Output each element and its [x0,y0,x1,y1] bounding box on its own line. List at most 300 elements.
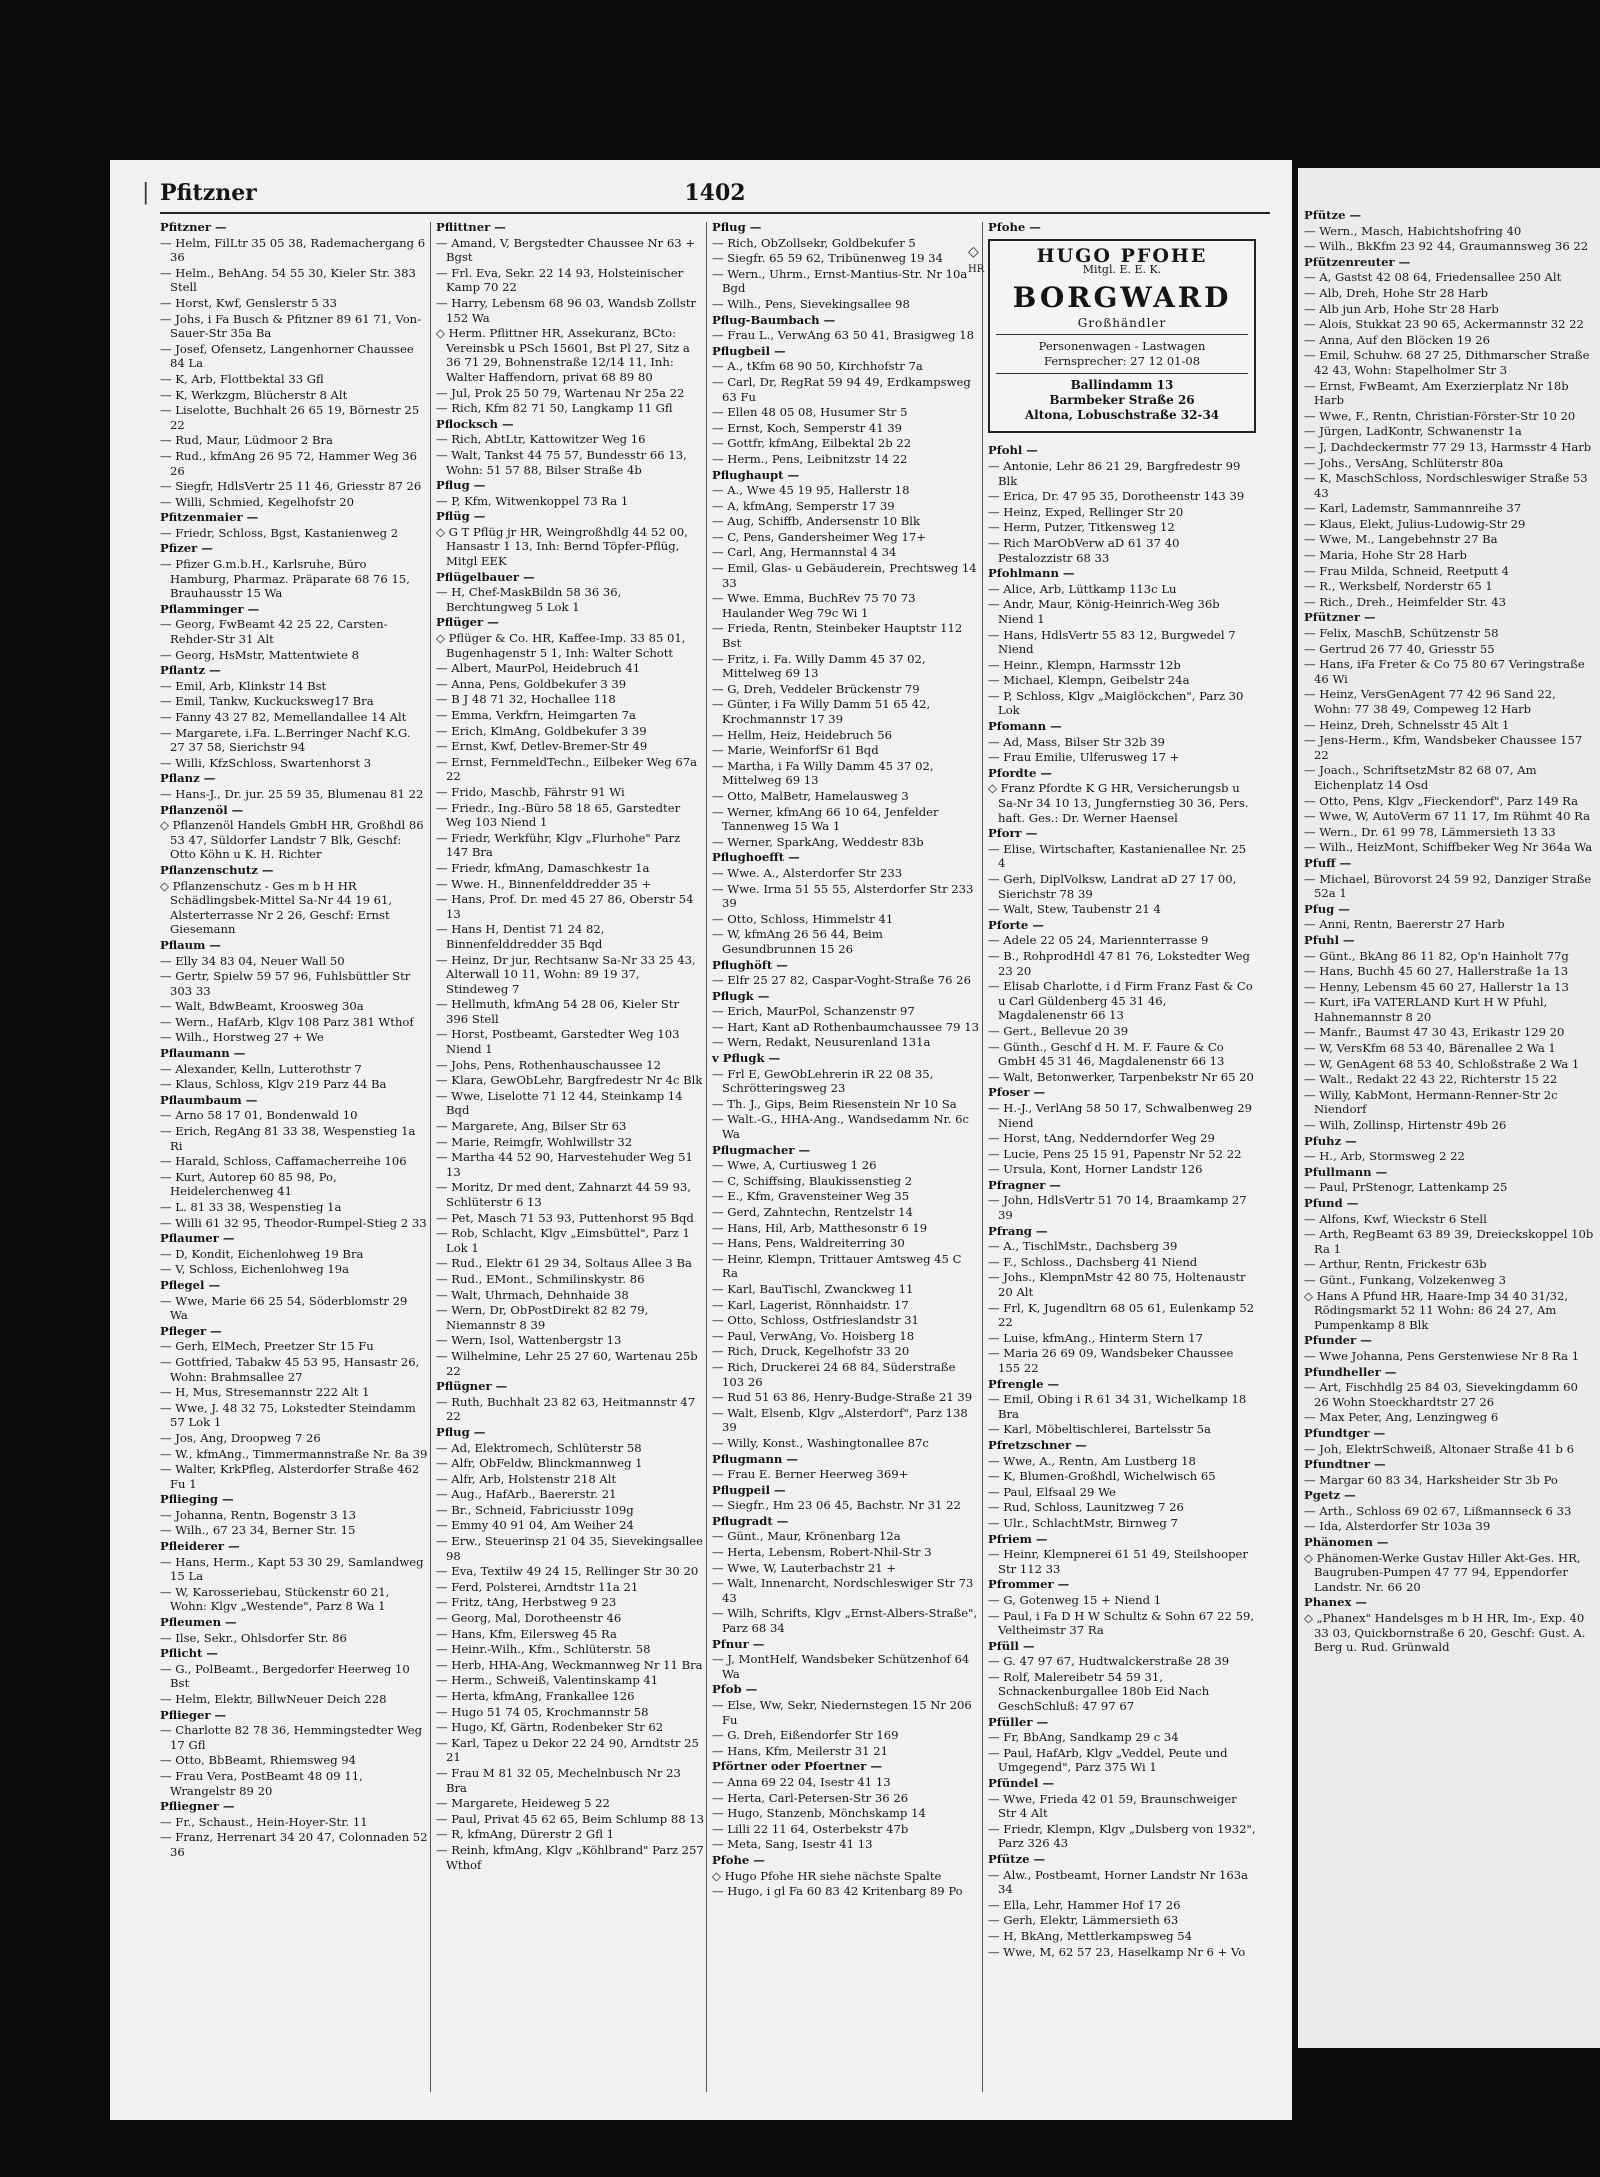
directory-entry: — Emil, Tankw, Kuckucksweg17 Bra [160,694,374,709]
directory-entry: — Alw., Postbeamt, Horner Landstr Nr 163a 34 [988,1867,1249,1897]
directory-heading: Pfullmann — [1304,1164,1388,1179]
directory-entry: — Gert., Bellevue 20 39 [988,1023,1129,1038]
directory-entry: ◇ Pflanzenöl Handels GmbH HR, Großhdl 86 53 47, Süldorfer Landstr 7 Blk, Geschf: Otto Köhn u K. H. Richter [160,818,424,862]
directory-entry: — J, MontHelf, Wandsbeker Schützenhof 64 Wa [712,1652,970,1681]
directory-entry: — Karl, Lagerist, Rönnhaidstr. 17 [712,1297,909,1312]
directory-heading: Phänomen — [1304,1535,1389,1550]
diamond-icon: ◇ [968,243,979,260]
directory-entry: — Joach., SchriftsetzMstr 82 68 07, Am Eichenplatz 14 Osd [1304,763,1537,792]
page-margin-mark: | [142,180,150,205]
directory-heading: Pflanzenschutz — [160,862,274,877]
ad-divider [996,373,1248,374]
directory-entry: — Margarete, Heideweg 5 22 [436,1796,610,1811]
directory-entry: — Alb jun Arb, Hohe Str 28 Harb [1304,301,1499,316]
directory-entry: — Fr., Schaust., Hein-Hoyer-Str. 11 [160,1814,368,1829]
directory-heading: Pflügelbauer — [436,569,535,584]
directory-entry: — John, HdlsVertr 51 70 14, Braamkamp 27 39 [988,1193,1247,1223]
directory-entry: — Wilh., HeizMont, Schiffbeker Weg Nr 364a Wa [1304,840,1593,855]
directory-entry: — Werner, kfmAng 66 10 64, Jenfelder Tannenweg 15 Wa 1 [712,804,939,834]
directory-entry: — Wern., Uhrm., Ernst-Mantius-Str. Nr 10a Bgd [712,266,968,296]
directory-entry: — Gerd, Zahntechn, Rentzelstr 14 [712,1205,913,1219]
directory-entry: — Michael, Klempn, Geibelstr 24a [988,673,1190,688]
directory-entry: — Alice, Arb, Lüttkamp 113c Lu [988,581,1177,596]
directory-entry: — Paul, i Fa D H W Schultz & Sohn 67 22 59, Veltheimstr 37 Ra [988,1608,1255,1638]
directory-heading: Phanex — [1304,1595,1368,1610]
directory-entry: — Paul, HafArb, Klgv „Veddel, Peute und Umgegend", Parz 375 Wi 1 [988,1745,1228,1775]
directory-heading: Pfleiderer — [160,1539,240,1554]
directory-heading: Pfizer — [160,541,213,556]
directory-entry: — Wwe. A., Alsterdorfer Str 233 [712,865,903,880]
directory-heading: Pflamminger — [160,601,260,616]
directory-entry: — Kurt, Autorep 60 85 98, Po, Heidelerchenweg 41 [160,1169,337,1199]
directory-entry: — Wern, Redakt, Neusurenland 131a [712,1035,931,1050]
directory-entry: — Otto, Schloss, Himmelstr 41 [712,911,894,926]
directory-entry: ◇ Hans A Pfund HR, Haare-Imp 34 40 31/32, Rödingsmarkt 52 11 Wohn: 86 24 27, Am Pumpenkamp 8 Blk [1304,1288,1569,1332]
directory-entry: — Wwe. Emma, BuchRev 75 70 73 Haulander Weg 79c Wi 1 [712,591,916,620]
directory-entry: — Rud 51 63 86, Henry-Budge-Straße 21 39 [712,1390,973,1405]
directory-entry: — B J 48 71 32, Hochallee 118 [436,692,616,707]
directory-entry: — A., Wwe 45 19 95, Hallerstr 18 [712,483,910,498]
directory-entry: — Alois, Stukkat 23 90 65, Ackermannstr 32 22 [1304,317,1584,332]
column-divider [706,222,707,2092]
directory-entry: — Erich, MaurPol, Schanzenstr 97 [712,1004,915,1019]
directory-entry: — Wern., Dr. 61 99 78, Lämmersieth 13 33 [1304,824,1556,839]
directory-entry: — G., PolBeamt., Bergedorfer Heerweg 10 Bst [160,1661,410,1691]
directory-entry: — Th. J., Gips, Beim Riesenstein Nr 10 Sa [712,1096,957,1111]
column-divider [430,222,431,2092]
directory-heading: Pfnur — [712,1636,765,1651]
directory-entry: — Gertr, Spielw 59 57 96, Fuhlsbüttler Str 303 33 [160,969,411,998]
directory-heading: Pflug — [436,478,486,493]
directory-entry: — Arth., Schloss 69 02 67, Lißmannseck 6 33 [1304,1503,1572,1518]
directory-heading: Pfündel — [988,1776,1055,1791]
directory-entry: — Rich, Druckerei 24 68 84, Süderstraße 103 26 [712,1359,956,1389]
directory-entry: — G, Gotenweg 15 + Niend 1 [988,1592,1162,1607]
directory-entry: — Gertrud 26 77 40, Griesstr 55 [1304,641,1495,656]
column-4-heading [988,220,1256,235]
directory-entry: — G, Dreh, Veddeler Brückenstr 79 [712,681,920,696]
directory-heading: Pfüller — [988,1714,1049,1729]
ad-company-name: HUGO PFOHE [1036,244,1208,267]
directory-entry: — Günt., BkAng 86 11 82, Op'n Hainholt 77g [1304,948,1569,963]
directory-entry: — Hugo, i gl Fa 60 83 42 Kritenbarg 89 Po [712,1884,963,1899]
directory-heading: Pfob — [712,1682,758,1697]
directory-entry: — Margar 60 83 34, Harksheider Str 3b Po [1304,1472,1558,1487]
directory-heading: Pgetz — [1304,1488,1356,1503]
directory-entry: — K, Blumen-Großhdl, Wichelwisch 65 [988,1469,1216,1484]
directory-entry: — H, Chef-MaskBildn 58 36 36, Berchtungweg 5 Lok 1 [436,585,622,614]
directory-entry: — Wern, Isol, Wattenbergstr 13 [436,1333,622,1348]
directory-entry: — Heinz, Dr jur, Rechtsanw Sa-Nr 33 25 43, Alterwall 10 11, Wohn: 89 19 37, Stindeweg 7 [436,952,696,996]
directory-entry: — Hellmuth, kfmAng 54 28 06, Kieler Str 396 Stell [436,997,680,1026]
directory-entry: — E., Kfm, Gravensteiner Weg 35 [712,1189,910,1204]
directory-heading: Pfitzenmaier — [160,510,259,525]
directory-entry: — H, BkAng, Mettlerkampsweg 54 [988,1928,1193,1943]
running-head: Pfitzner [160,180,257,206]
directory-entry: — Johs, i Fa Busch & Pfitzner 89 61 71, Von-Sauer-Str 35a Ba [160,311,422,341]
directory-entry: — Paul, Elfsaal 29 We [988,1484,1116,1499]
directory-entry: — J, Dachdeckermstr 77 29 13, Harmsstr 4 Harb [1304,439,1592,454]
directory-entry: — Klara, GewObLehr, Bargfredestr Nr 4c Blk [436,1073,703,1088]
hr-marker: HR [968,263,985,275]
directory-heading: Pflüg — [436,509,486,524]
directory-entry: — Carl, Ang, Hermannstal 4 34 [712,545,897,560]
ad-brand: BORGWARD [1012,280,1232,314]
directory-entry: — H, Mus, Stresemannstr 222 Alt 1 [160,1385,370,1400]
column-divider [982,222,983,2092]
directory-heading: v Pflugk — [712,1051,781,1066]
directory-entry: — Jul, Prok 25 50 79, Wartenau Nr 25a 22 [436,385,685,400]
directory-entry: — Otto, BbBeamt, Rhiemsweg 94 [160,1753,357,1768]
directory-entry: — L. 81 33 38, Wespenstieg 1a [160,1200,342,1214]
directory-entry: — Hans H, Dentist 71 24 82, Binnenfelddredder 35 Bqd [436,922,605,951]
directory-entry: — Helm, FilLtr 35 05 38, Rademachergang 6 36 [160,235,426,265]
directory-heading: Pflugbeil — [712,343,786,358]
directory-entry: — A, Gastst 42 08 64, Friedensallee 250 Alt [1304,270,1562,285]
directory-entry: — Michael, Bürovorst 24 59 92, Danziger Straße 52a 1 [1304,871,1592,901]
directory-entry: — Felix, MaschB, Schützenstr 58 [1304,626,1499,641]
directory-heading: Pforr — [988,826,1038,841]
directory-entry: ◇ Phänomen-Werke Gustav Hiller Akt-Ges. HR, Baugruben-Pumpen 47 77 94, Eppendorfer Landstr. Nr. 66 20 [1304,1550,1581,1594]
ad-address-1: Ballindamm 13 [1070,378,1174,393]
directory-entry: — Elly 34 83 04, Neuer Wall 50 [160,953,345,968]
directory-entry: ◇ Franz Pfordte K G HR, Versicherungsb u Sa-Nr 34 10 13, Jungfernstieg 30 36, Pers. haft. Ges.: Dr. Werner Haensel [988,781,1249,825]
directory-entry: — Hans, Hil, Arb, Matthesonstr 6 19 [712,1220,928,1235]
directory-heading: Pforte — [988,917,1044,932]
directory-entry: ◇ Pflanzenschutz - Ges m b H HR Schädlingsbek-Mittel Sa-Nr 44 19 61, Alsterterrasse Nr 2 26, Geschf: Ernst Giesemann [160,878,393,937]
directory-heading: Pfrommer — [988,1577,1070,1592]
directory-heading: Pfliegner — [160,1799,235,1814]
directory-entry: — Anni, Rentn, Baererstr 27 Harb [1304,917,1505,932]
directory-heading: Pflugk — [712,988,770,1003]
directory-entry: — Frau L., VerwAng 63 50 41, Brasigweg 18 [712,328,974,343]
directory-entry: — Rich MarObVerw aD 61 37 40 Pestalozzistr 68 33 [988,535,1180,565]
directory-entry: — Willy, KabMont, Hermann-Renner-Str 2c Niendorf [1304,1087,1558,1117]
directory-heading: Pflanzenöl — [160,802,244,817]
directory-entry: — Margarete, i.Fa. L.Berringer Nachf K.G. 27 37 58, Sierichstr 94 [160,725,411,755]
directory-entry: — Heinz, Exped, Rellinger Str 20 [988,504,1184,519]
directory-heading: Pfohlmann — [988,566,1075,581]
directory-entry: — Siegfr., Hm 23 06 45, Bachstr. Nr 31 22 [712,1498,961,1513]
directory-entry: — Andr, Maur, König-Heinrich-Weg 36b Niend 1 [988,597,1220,626]
directory-heading: Pfohe — [712,1852,765,1867]
directory-entry: — Wilh., BkKfm 23 92 44, Graumannsweg 36 22 [1304,239,1589,254]
directory-entry: — G. 47 97 67, Hudtwalckerstraße 28 39 [988,1654,1230,1669]
directory-entry: — Günth., Geschf d H. M. F. Faure & Co GmbH 45 31 46, Magdalenenstr 66 13 [988,1039,1225,1069]
directory-entry: — Harry, Lebensm 68 96 03, Wandsb Zollstr 152 Wa [436,295,697,325]
directory-entry: — Frau Emilie, Ulferusweg 17 + [988,750,1180,765]
directory-entry: — Fritz, tAng, Herbstweg 9 23 [436,1595,617,1610]
directory-heading: Pflughoefft — [712,850,800,865]
directory-entry: — Horst, Postbeamt, Garstedter Weg 103 Niend 1 [436,1027,680,1057]
directory-heading: Pfordte — [988,765,1053,780]
directory-entry: — Erich, KlmAng, Goldbekufer 3 39 [436,723,647,738]
directory-heading: Pflugmann — [712,1451,798,1466]
directory-entry: — C, Schiffsing, Blaukissenstieg 2 [712,1173,913,1188]
directory-entry: — Arno 58 17 01, Bondenwald 10 [160,1108,358,1123]
directory-entry: — G. Dreh, Eißendorfer Str 169 [712,1728,899,1743]
directory-entry: — Josef, Ofensetz, Langenhorner Chaussee 84 La [160,341,414,371]
directory-heading: Pfützenreuter — [1304,254,1411,269]
directory-entry: — Walter, KrkPfleg, Alsterdorfer Straße 462 Fu 1 [160,1462,420,1491]
directory-entry: — Hart, Kant aD Rothenbaumchaussee 79 13 [712,1019,979,1034]
directory-entry: — Herta, Lebensm, Robert-Nhil-Str 3 [712,1545,932,1560]
directory-entry: — Willy, Konst., Washingtonallee 87c [712,1435,929,1450]
directory-entry: — Max Peter, Ang, Lenzingweg 6 [1304,1410,1499,1425]
directory-entry: — Paul, PrStenogr, Lattenkamp 25 [1304,1180,1508,1195]
directory-entry: ◇ „Phanex" Handelsges m b H HR, Im-, Exp. 40 33 03, Quickbornstraße 6 20, Geschf: Gust. A. Berg u. Rud. Grünwald [1304,1611,1586,1655]
directory-entry: — Aug., HafArb., Baererstr. 21 [436,1487,617,1502]
directory-entry: — P, Schloss, Klgv „Maiglöckchen", Parz 30 Lok [988,688,1244,718]
directory-entry: — Wwe, Liselotte 71 12 44, Steinkamp 14 Bqd [436,1088,683,1118]
directory-column-1 [160,220,428,2100]
directory-heading: Pfoser — [988,1085,1046,1100]
directory-entry: — Pet, Masch 71 53 93, Puttenhorst 95 Bqd [436,1210,694,1225]
directory-column-3 [712,220,980,2100]
directory-entry: — Emil, Obing i R 61 34 31, Wichelkamp 18 Bra [988,1392,1247,1421]
directory-heading: Pflugmacher — [712,1142,811,1157]
directory-entry: — R, kfmAng, Dürerstr 2 Gfl 1 [436,1827,614,1842]
directory-entry: — Ernst, FernmeldTechn., Eilbeker Weg 67a 22 [436,754,698,784]
directory-entry: — Adele 22 05 24, Mariennterrasse 9 [988,933,1209,948]
directory-entry: — C, Pens, Gandersheimer Weg 17+ [712,529,926,544]
directory-heading: Pflaumbaum — [160,1092,258,1107]
directory-entry: — Walt, BdwBeamt, Kroosweg 30a [160,999,364,1014]
directory-entry: — K, Werkzgm, Blücherstr 8 Alt [160,387,348,402]
directory-entry: — Günt., Maur, Krönenbarg 12a [712,1529,901,1544]
directory-entry: — Herta, Carl-Petersen-Str 36 26 [712,1790,909,1805]
ad-vehicles: Personenwagen - Lastwagen [1038,339,1206,354]
directory-entry: — Werner, SparkAng, Weddestr 83b [712,834,924,849]
directory-entry: — W, kfmAng 26 56 44, Beim Gesundbrunnen 15 26 [712,927,883,956]
directory-entry: — W., kfmAng., Timmermannstraße Nr. 8a 39 [160,1446,428,1461]
directory-entry: — Wern., Masch, Habichtshofring 40 [1304,223,1522,238]
directory-entry: — Rich, Kfm 82 71 50, Langkamp 11 Gfl [436,401,673,416]
directory-heading: Pfuhl — [1304,932,1355,947]
directory-entry: — Rich, AbtLtr, Kattowitzer Weg 16 [436,432,646,447]
directory-entry: — Wwe, Frieda 42 01 59, Braunschweiger Str 4 Alt [988,1791,1237,1821]
directory-entry: — Rich., Dreh., Heimfelder Str. 43 [1304,594,1506,609]
directory-entry: ◇ G T Pflüg jr HR, Weingroßhdlg 44 52 00, Hansastr 1 13, Inh: Bernd Töpfer-Pflüg, Mitgl EEK [436,524,688,569]
directory-entry: — Wilh., Horstweg 27 + We [160,1030,324,1045]
directory-entry: — H., Arb, Stormsweg 2 22 [1304,1149,1465,1164]
directory-entry: — Fr, BbAng, Sandkamp 29 c 34 [988,1730,1179,1745]
directory-entry: — Elfr 25 27 82, Caspar-Voght-Straße 76 26 [712,973,971,988]
directory-entry: — Erw., Steuerinsp 21 04 35, Sievekingsallee 98 [436,1534,703,1563]
directory-column-2 [436,220,704,2100]
directory-entry: — Frau M 81 32 05, Mechelnbusch Nr 23 Bra [436,1765,681,1795]
directory-entry: — Ida, Alsterdorfer Str 103a 39 [1304,1519,1491,1534]
directory-entry: — Otto, MalBetr, Hamelausweg 3 [712,788,909,803]
directory-entry: — Rich, Druck, Kegelhofstr 33 20 [712,1344,910,1359]
ad-phone: Fernsprecher: 27 12 01-08 [1043,354,1201,369]
directory-heading: Pflugradt — [712,1513,789,1528]
directory-entry: — Ursula, Kont, Horner Landstr 126 [988,1162,1203,1177]
directory-heading: Pflegel — [160,1277,221,1292]
directory-entry: — H.-J., VerlAng 58 50 17, Schwalbenweg 29 Niend [988,1100,1253,1130]
directory-entry: — Friedr., Ing.-Büro 58 18 65, Garstedter Weg 103 Niend 1 [436,800,681,830]
directory-entry: — Franz, Herrenart 34 20 47, Colonnaden 52 36 [160,1830,428,1859]
directory-entry: — Hugo, Stanzenb, Mönchskamp 14 [712,1806,926,1821]
directory-entry: — Emil, Arb, Klinkstr 14 Bst [160,678,327,693]
directory-entry: — Herm., Pens, Leibnitzstr 14 22 [712,451,908,466]
directory-entry: — Anna, Auf den Blöcken 19 26 [1304,332,1491,347]
directory-entry: — Horst, tAng, Nedderndorfer Weg 29 [988,1131,1215,1146]
directory-entry: — Frido, Maschb, Fährstr 91 Wi [436,784,625,799]
directory-entry: — Charlotte 82 78 36, Hemmingstedter Weg 17 Gfl [160,1723,423,1752]
directory-heading: Pflug — [436,1424,486,1439]
directory-entry: — Friedr, kfmAng, Damaschkestr 1a [436,860,650,875]
directory-entry: — Martha, i Fa Willy Damm 45 37 02, Mittelweg 69 13 [712,758,934,788]
directory-entry: — Elise, Wirtschafter, Kastanienallee Nr. 25 4 [988,841,1247,871]
directory-entry: — Karl, Tapez u Dekor 22 24 90, Arndtstr 25 21 [436,1735,699,1765]
directory-heading: Pflughaupt — [712,467,800,482]
directory-entry: — Liselotte, Buchhalt 26 65 19, Börnestr 25 22 [160,403,420,432]
directory-entry: — Johs, Pens, Rothenhauschaussee 12 [436,1057,661,1072]
directory-entry: — Arthur, Rentn, Frickestr 63b [1304,1257,1487,1272]
directory-entry: — Reinh, kfmAng, Klgv „Köhlbrand" Parz 257 Wthof [436,1842,704,1872]
directory-entry: — Heinz, Dreh, Schnelsstr 45 Alt 1 [1304,717,1510,732]
directory-heading: Pflaum — [160,937,221,952]
directory-entry: — Br., Schneid, Fabriciusstr 109g [436,1502,634,1517]
directory-entry: — Frl E, GewObLehrerin iR 22 08 35, Schrötteringsweg 23 [712,1066,934,1096]
directory-entry: — Frau Milda, Schneid, Reetputt 4 [1304,563,1510,578]
directory-entry: — Walt, Innenarcht, Nordschleswiger Str 73 43 [712,1576,974,1605]
directory-heading: Pfütze — [1304,208,1362,222]
ad-trade: Großhändler [1077,315,1167,330]
directory-entry: — K, Arb, Flottbektal 33 Gfl [160,371,324,386]
directory-entry: — Walt., Redakt 22 43 22, Richterstr 15 22 [1304,1072,1558,1087]
directory-heading: Pfomann — [988,719,1062,734]
directory-entry: — Heinr, Klempn, Trittauer Amtsweg 45 C Ra [712,1251,962,1281]
directory-entry: — Anna, Pens, Goldbekufer 3 39 [436,676,627,691]
directory-entry: — Jos, Ang, Droopweg 7 26 [160,1430,321,1445]
directory-entry: — Ilse, Sekr., Ohlsdorfer Str. 86 [160,1630,347,1645]
ad-membership: Mitgl. E. E. K. [1082,263,1162,277]
directory-entry: — Ernst, FwBeamt, Am Exerzierplatz Nr 18b Harb [1304,378,1569,408]
directory-page [110,160,1292,2120]
directory-entry: — Wwe, W, Lauterbachstr 21 + [712,1560,897,1575]
directory-entry: — Karl, Möbeltischlerei, Bartelsstr 5a [988,1422,1211,1437]
directory-heading: Pfleumen — [160,1615,237,1630]
directory-entry: — Friedr, Werkführ, Klgv „Flurhohe" Parz 147 Bra [436,830,681,860]
directory-entry: — A, kfmAng, Semperstr 17 39 [712,498,895,513]
directory-entry: — Wwe, Marie 66 25 54, Söderblomstr 29 Wa [160,1293,408,1323]
directory-entry: — Wwe, A., Rentn, Am Lustberg 18 [988,1453,1196,1468]
ad-address-2: Barmbeker Straße 26 [1049,393,1195,408]
directory-entry: — Maria, Hohe Str 28 Harb [1304,548,1467,563]
directory-entry: — Henny, Lebensm 45 60 27, Hallerstr 1a 13 [1304,979,1569,994]
facing-page-column [1304,208,1596,2088]
directory-entry: — Emma, Verkfrn, Heimgarten 7a [436,708,636,722]
directory-heading: Pflugpeil — [712,1482,786,1497]
ad-divider [996,334,1248,335]
directory-entry: — Alfr, Arb, Holstenstr 218 Alt [436,1471,617,1486]
directory-entry: — Rud., kfmAng 26 95 72, Hammer Weg 36 26 [160,448,417,478]
directory-entry: — Rud, Schloss, Launitzweg 7 26 [988,1500,1184,1515]
directory-entry: — Walt.-G., HHA-Ang., Wandsedamm Nr. 6c Wa [712,1112,969,1142]
directory-entry: — Georg, FwBeamt 42 25 22, Carsten-Rehder-Str 31 Alt [160,617,388,647]
directory-entry: — Rich, ObZollsekr, Goldbekufer 5 [712,235,916,250]
directory-heading: Pfunder — [1304,1333,1372,1348]
directory-entry: — Hugo 51 74 05, Krochmannstr 58 [436,1704,649,1719]
directory-entry: — Wwe, A, Curtiusweg 1 26 [712,1158,877,1173]
directory-entry: — Walt, Uhrmach, Dehnhaide 38 [436,1287,629,1302]
directory-entry: — Kurt, iFa VATERLAND Kurt H W Pfuhl, Hahnemannstr 8 20 [1304,995,1548,1024]
directory-entry: — Herm., Schweiß, Valentinskamp 41 [436,1673,659,1688]
directory-entry: — Alfr, ObFeldw, Blinckmannweg 1 [436,1456,643,1471]
directory-entry: — Frl, K, Jugendltrn 68 05 61, Eulenkamp 52 22 [988,1300,1255,1330]
directory-entry: — Wwe. H., Binnenfelddredder 35 + [436,876,652,891]
directory-entry: — Georg, Mal, Dorotheenstr 46 [436,1611,622,1626]
directory-entry: — Erich, RegAng 81 33 38, Wespenstieg 1a Ri [160,1124,416,1153]
directory-heading: Pflügner — [436,1379,508,1394]
directory-heading: Pfuff — [1304,855,1352,870]
directory-entry: — Wern., HafArb, Klgv 108 Parz 381 Wthof [160,1014,414,1029]
directory-entry: — Walt, Stew, Taubenstr 21 4 [988,902,1161,917]
directory-heading: Pflüger — [436,615,499,630]
directory-entry: — Johs., VersAng, Schlüterstr 80a [1304,455,1504,470]
page-header [160,178,1270,214]
directory-entry: — Georg, HsMstr, Mattentwiete 8 [160,647,360,662]
directory-heading: Pflieger — [160,1707,227,1722]
directory-entry: — Herm, Putzer, Titkensweg 12 [988,520,1175,535]
directory-heading: Pfund — [1304,1196,1359,1210]
directory-entry: — W, GenAgent 68 53 40, Schloßstraße 2 Wa 1 [1304,1056,1580,1071]
directory-heading: Pfretzschner — [988,1437,1087,1452]
directory-entry: — Ellen 48 05 08, Husumer Str 5 [712,405,908,420]
directory-entry: — Ferd, Polsterei, Arndtstr 11a 21 [436,1579,639,1594]
directory-entry: — Frau E. Berner Heerweg 369+ [712,1467,909,1482]
directory-heading: Pfundheller — [1304,1364,1397,1379]
directory-heading: Pförtner oder Pfoertner — [712,1759,883,1774]
directory-entry: — W, Karosseriebau, Stückenstr 60 21, Wohn: Klgv „Westende", Parz 8 Wa 1 [160,1584,390,1614]
directory-entry: — Willi 61 32 95, Theodor-Rumpel-Stieg 2 33 [160,1215,427,1230]
directory-heading: Pflocksch — [436,416,514,431]
directory-entry: — Wwe, M., Langebehnstr 27 Ba [1304,532,1498,547]
directory-heading: Pfuhz — [1304,1133,1357,1148]
directory-entry: — B., RohprodHdl 47 81 76, Lokstedter Weg 23 20 [988,948,1250,978]
directory-entry: — Aug, Schiffb, Andersenstr 10 Blk [712,514,921,529]
directory-entry: — Helm, Elektr, BillwNeuer Deich 228 [160,1692,387,1706]
directory-entry: — Hans, Kfm, Meilerstr 31 21 [712,1743,888,1758]
directory-entry: — Willi, KfzSchloss, Swartenhorst 3 [160,755,372,770]
directory-entry: — Siegfr. 65 59 62, Tribünenweg 19 34 [712,251,943,266]
directory-entry: — Amand, V, Bergstedter Chaussee Nr 63 + Bgst [436,235,696,265]
directory-entry: — Frl. Eva, Sekr. 22 14 93, Holsteinischer Kamp 70 22 [436,265,684,295]
directory-entry: — Fritz, i. Fa. Willy Damm 45 37 02, Mittelweg 69 13 [712,651,926,681]
directory-entry: ◇ Herm. Pflittner HR, Assekuranz, BCto: Vereinsbk u PSch 15601, Bst Pl 27, Sitz a 36 71 29, Bohnenstraße 12/14 11, Inh: Walter Haffendorn, privat 68 89 80 [436,326,690,384]
directory-entry: — Horst, Kwf, Genslerstr 5 33 [160,295,338,310]
page-number: 1402 [684,180,746,206]
directory-entry: — Meta, Sang, Isestr 41 13 [712,1837,873,1852]
directory-heading: Pfundtger — [1304,1425,1386,1440]
directory-entry: — Anna 69 22 04, Isestr 41 13 [712,1774,891,1789]
directory-entry: — Walt, Tankst 44 75 57, Bundesstr 66 13, Wohn: 51 57 88, Bilser Straße 4b [436,447,687,477]
directory-entry: — Otto, Pens, Klgv „Fieckendorf", Parz 149 Ra [1304,793,1579,808]
directory-entry: — Marie, Reimgfr, Wohlwillstr 32 [436,1134,633,1149]
directory-entry: — Wwe, M, 62 57 23, Haselkamp Nr 6 + Vo [988,1944,1246,1959]
directory-entry: — Gottfr, kfmAng, Eilbektal 2b 22 [712,436,912,451]
directory-entry: — Wilh, Zollinsp, Hirtenstr 49b 26 [1304,1118,1507,1133]
directory-entry: — Walt, Elsenb, Klgv „Alsterdorf", Parz 138 39 [712,1405,968,1435]
directory-entry: — Heinz, VersGenAgent 77 42 96 Sand 22, Wohn: 77 38 49, Compeweg 12 Harb [1304,687,1556,716]
directory-heading: Pflanz — [160,771,216,786]
directory-entry: — Else, Ww, Sekr, Niedernstegen 15 Nr 206 Fu [712,1698,972,1727]
directory-entry: — W, VersKfm 68 53 40, Bärenallee 2 Wa 1 [1304,1041,1556,1056]
directory-entry: — Paul, VerwAng, Vo. Hoisberg 18 [712,1328,915,1343]
directory-entry: — Gerh, DiplVolksw, Landrat aD 27 17 00, Sierichstr 78 39 [988,872,1237,901]
